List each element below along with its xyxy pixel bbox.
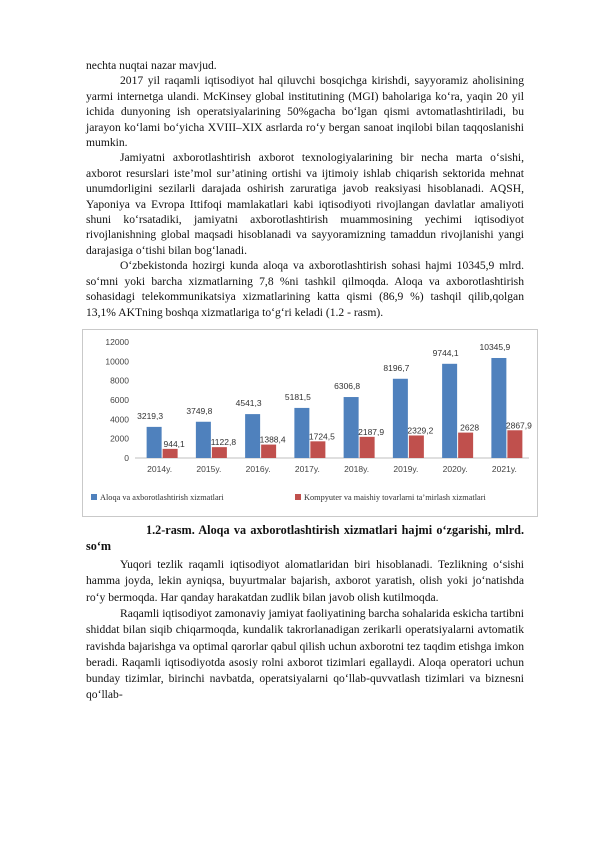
legend-label: Kompyuter va maishiy tovarlarni ta’mirlash xizmatlari bbox=[304, 492, 486, 502]
legend-label: Aloqa va axborotlashtirish xizmatlari bbox=[100, 492, 224, 502]
bar-chart bbox=[82, 329, 538, 517]
bar-kompyuter bbox=[212, 447, 227, 458]
data-label: 1388,4 bbox=[259, 434, 286, 445]
bar-kompyuter bbox=[458, 433, 473, 458]
x-tick-label: 2017y. bbox=[294, 463, 320, 474]
paragraph-4: O‘zbekistonda hozirgi kunda aloqa va axborotlashtirish sohasi hajmi 10345,9 mlrd. so‘mni yoki barcha xizmatlarning 7,8 %ni tashkil qilmoqda. Aloqa va axborotlashtirish sohasidagi telekommunikatsiya xizmatlarining katta qismi (86,9 %) tashqil qilib,qolgan 13,1% AKTning boshqa xizmatlariga to‘g‘ri keladi (1.2 - rasm). bbox=[86, 259, 524, 319]
chart-svg bbox=[83, 330, 537, 516]
paragraph-1: nechta nuqtai nazar mavjud. bbox=[86, 59, 217, 72]
paragraph-2: 2017 yil raqamli iqtisodiyot hal qiluvchi bosqichga kirishdi, sayyoramiz aholisining yarmi internetga ulandi. McKinsey global institutining (MGI) baholariga ko‘ra, yaqin 20 yil ichida dunyoning ish operatsiyalarining 50%gacha bo‘lgan qismi avtomatlashtiriladi, bu jarayon ko‘lami bo‘yicha XVIII–XIX asrlarda ro‘y bergan sanoat inqilobi bilan taqqoslanishi mumkin. bbox=[86, 74, 524, 150]
data-label: 1724,5 bbox=[308, 431, 335, 442]
paragraph-3: Jamiyatni axborotlashtirish axborot texnologiyalarining bir necha marta o‘sishi, axborot resurslari iste’mol sur’atining ortishi va ijtimoiy ishlab chiqarish sektorida mehnat unumdorligini sezilarli darajada oshirish zaruratiga javob reaksiyasi hisoblanadi. AQSH, Yaponiya va Evropa Ittifoqi mamlakatlari kabi iqtisodiyoti rivojlangan davlatlar amaliyoti shuni ko‘rsatadiki, jamiyatni axborotlashtirish muammosining yechimi iqtisodiyot rivojlanishning global maqsadi hisoblanadi va sayyoramizning tamaddun rivojlanishi yangi darajasiga o‘tishi bilan bog‘lanadi. bbox=[86, 151, 524, 257]
bar-aloqa bbox=[344, 397, 359, 458]
x-tick-label: 2016y. bbox=[245, 463, 271, 474]
y-tick-label: 0 bbox=[124, 452, 129, 463]
bar-aloqa bbox=[245, 414, 260, 458]
data-label: 8196,7 bbox=[383, 362, 410, 373]
paragraph-6: Raqamli iqtisodiyot zamonaviy jamiyat faoliyatining barcha sohalarida eskicha tartibni shiddat bilan siqib chiqarmoqda, kundalik takrorlanadigan zerikarli operatsiyalarni avtomatik ravishda bajarishga va optimal qarorlar qabul qilish uchun axborotni tez taqdim etishga imkon beradi. Raqamli iqtisodiyotda asosiy rolni axborot tizimlari egallaydi. Aloqa operatori uchun bunday tizimlar, birinchi navbatda, operatsiyalarni qo‘llab-quvvatlash tizimlari va biznesni qo‘llab- bbox=[86, 606, 524, 702]
data-label: 6306,8 bbox=[334, 380, 361, 391]
x-tick-label: 2018y. bbox=[344, 463, 370, 474]
bar-aloqa bbox=[442, 364, 457, 458]
bar-kompyuter bbox=[310, 441, 325, 458]
data-label: 1122,8 bbox=[210, 437, 237, 448]
y-tick-label: 6000 bbox=[110, 394, 129, 405]
legend-swatch bbox=[91, 494, 97, 500]
data-label: 2329,2 bbox=[407, 425, 434, 436]
data-label: 10345,9 bbox=[479, 341, 511, 352]
figure-caption: 1.2-rasm. Aloqa va axborotlashtirish xizmatlari hajmi o‘zgarishi, mlrd. so‘m bbox=[86, 522, 524, 553]
y-tick-label: 10000 bbox=[105, 356, 129, 367]
bar-kompyuter bbox=[409, 435, 424, 458]
bar-kompyuter bbox=[507, 430, 522, 458]
y-tick-label: 8000 bbox=[110, 375, 129, 386]
y-tick-label: 2000 bbox=[110, 433, 129, 444]
data-label: 9744,1 bbox=[432, 347, 459, 358]
data-label: 3219,3 bbox=[137, 410, 164, 421]
bar-kompyuter bbox=[163, 449, 178, 458]
data-label: 944,1 bbox=[163, 438, 185, 449]
y-tick-label: 4000 bbox=[110, 414, 129, 425]
bar-aloqa bbox=[294, 408, 309, 458]
data-label: 3749,8 bbox=[186, 405, 213, 416]
bar-kompyuter bbox=[360, 437, 375, 458]
bar-kompyuter bbox=[261, 444, 276, 457]
x-tick-label: 2020y. bbox=[442, 463, 468, 474]
bar-aloqa bbox=[147, 427, 162, 458]
data-label: 5181,5 bbox=[284, 391, 311, 402]
bar-aloqa bbox=[393, 379, 408, 458]
x-tick-label: 2014y. bbox=[147, 463, 173, 474]
data-label: 4541,3 bbox=[235, 398, 262, 409]
x-tick-label: 2019y. bbox=[393, 463, 419, 474]
bar-aloqa bbox=[491, 358, 506, 458]
data-label: 2187,9 bbox=[358, 426, 385, 437]
data-label: 2867,9 bbox=[505, 420, 532, 431]
x-tick-label: 2021y. bbox=[491, 463, 517, 474]
bar-aloqa bbox=[196, 422, 211, 458]
y-tick-label: 12000 bbox=[105, 336, 129, 347]
x-tick-label: 2015y. bbox=[196, 463, 222, 474]
data-label: 2628 bbox=[460, 422, 480, 433]
legend-swatch bbox=[295, 494, 301, 500]
paragraph-5: Yuqori tezlik raqamli iqtisodiyot alomatlaridan biri hisoblanadi. Tezlikning o‘sishi hamma joyda, lekin ayniqsa, buyurtmalar bajarish, axborot yaratish, olish yoki jo‘natishda ro‘y bermoqda. Har qanday harakatdan zudlik bilan javob olish kutilmoqda. bbox=[86, 558, 524, 604]
document-page bbox=[86, 58, 532, 704]
